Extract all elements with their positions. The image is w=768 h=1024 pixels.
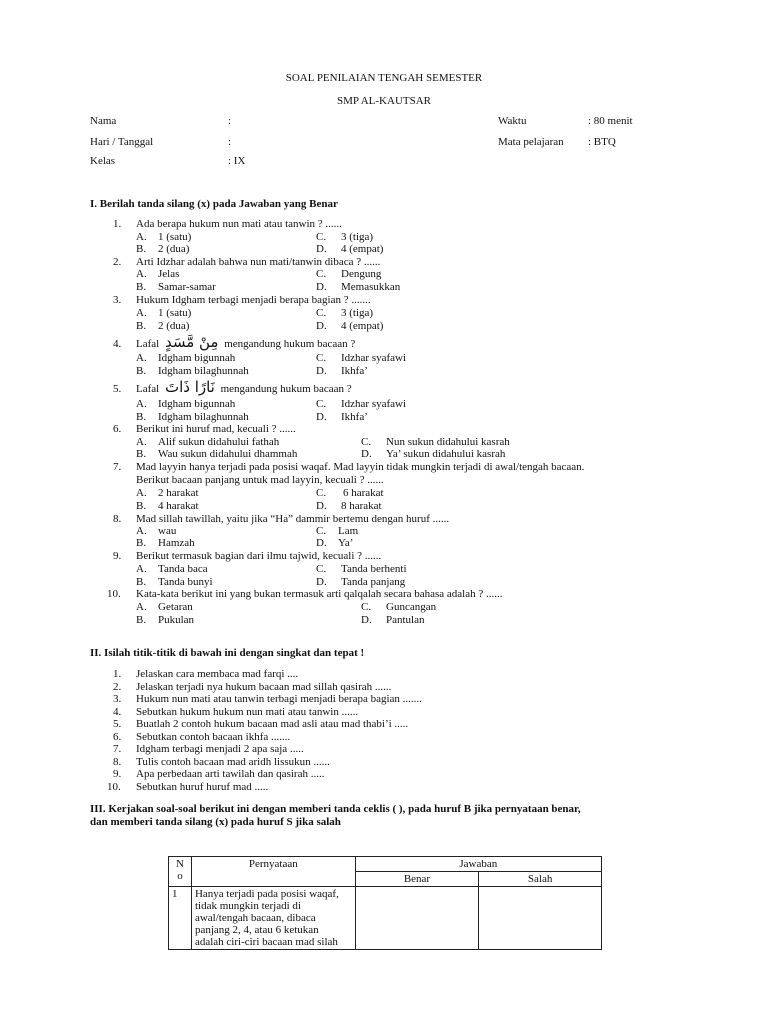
statement-line: awal/tengah bacaan, dibaca [194, 912, 316, 924]
option-letter: B. [136, 500, 147, 512]
option-letter: C. [316, 352, 327, 364]
option-text: Hamzah [158, 537, 195, 549]
option-text: Wau sukun didahului dhammah [158, 448, 298, 460]
mapel-value: : BTQ [588, 136, 616, 148]
question-text: Berikut termasuk bagian dari ilmu tajwid, kecuali ? ...... [136, 550, 382, 562]
section3-title-line1: III. Kerjakan soal-soal berikut ini dengan memberi tanda ceklis ( ), pada huruf B jika pernyataan benar, [90, 803, 581, 815]
option-text: Idzhar syafawi [341, 352, 407, 364]
question-text: Mad layyin hanya terjadi pada posisi waqaf. Mad layyin tidak mungkin terjadi di awal/tengah bacaan. [136, 461, 585, 473]
option-letter: A. [136, 525, 147, 537]
waktu-label: Waktu [498, 115, 527, 127]
essay-text: Tulis contoh bacaan mad aridh lissukun ...... [136, 756, 330, 768]
option-text: 1 (satu) [158, 307, 192, 319]
option-letter: C. [316, 231, 327, 243]
school-name: SMP AL-KAUTSAR [336, 95, 432, 107]
option-letter: D. [316, 320, 327, 332]
option-text: Idgham bigunnah [158, 352, 236, 364]
essay-number: 1. [113, 668, 122, 680]
option-letter: D. [316, 243, 327, 255]
essay-text: Jelaskan cara membaca mad farqi .... [136, 668, 299, 680]
question-prefix: Lafal [136, 383, 160, 395]
option-text: Pantulan [386, 614, 425, 626]
essay-text: Idgham terbagi menjadi 2 apa saja ..... [136, 743, 304, 755]
header-true: Benar [355, 872, 479, 887]
option-text: 3 (tiga) [341, 231, 374, 243]
option-text: 4 (empat) [341, 320, 384, 332]
kelas-label: Kelas [90, 155, 116, 167]
statement-line: panjang 2, 4, atau 6 ketukan [194, 924, 319, 936]
option-letter: C. [316, 487, 327, 499]
option-text: Guncangan [386, 601, 437, 613]
essay-text: Apa perbedaan arti tawilah dan qasirah ..... [136, 768, 325, 780]
option-text: 1 (satu) [158, 231, 192, 243]
exam-title: SOAL PENILAIAN TENGAH SEMESTER [285, 72, 483, 84]
option-text: Samar-samar [158, 281, 216, 293]
question-number: 6. [113, 423, 122, 435]
option-letter: A. [136, 601, 147, 613]
option-letter: B. [136, 281, 147, 293]
option-text: wau [158, 525, 177, 537]
option-letter: B. [136, 320, 147, 332]
question-text: Mad sillah tawillah, yaitu jika “Ha” dammir bertemu dengan huruf ...... [136, 513, 450, 525]
answer-table [168, 856, 602, 950]
table-header-row [169, 857, 602, 872]
option-text: 2 (dua) [158, 243, 190, 255]
essay-text: Sebutkan hukum hukum nun mati atau tanwin ...... [136, 706, 359, 718]
option-letter: B. [136, 576, 147, 588]
option-letter: C. [361, 601, 372, 613]
question-number: 3. [113, 294, 122, 306]
question-number: 10. [107, 588, 121, 600]
answer-false-cell[interactable] [479, 887, 602, 950]
essay-text: Buatlah 2 contoh hukum bacaan mad asli atau mad thabi’i ..... [136, 718, 409, 730]
section1-title: I. Berilah tanda silang (x) pada Jawaban yang Benar [90, 198, 338, 210]
essay-text: Sebutkan huruf huruf mad ..... [136, 781, 269, 793]
option-letter: A. [136, 563, 147, 575]
option-letter: B. [136, 365, 147, 377]
option-text: Tanda bunyi [158, 576, 213, 588]
essay-number: 7. [113, 743, 122, 755]
question-text: Berikut ini huruf mad, kecuali ? ...... [136, 423, 296, 435]
hari-label: Hari / Tanggal [90, 136, 154, 148]
option-text: Pukulan [158, 614, 195, 626]
option-letter: B. [136, 448, 147, 460]
question-number: 1. [113, 218, 122, 230]
option-text: Ikhfa’ [341, 411, 368, 423]
question-text: Arti Idzhar adalah bahwa nun mati/tanwin dibaca ? ...... [136, 256, 381, 268]
option-letter: D. [361, 448, 372, 460]
option-letter: B. [136, 411, 147, 423]
kelas-value: : IX [228, 155, 246, 167]
section2-title: II. Isilah titik-titik di bawah ini dengan singkat dan tepat ! [90, 647, 365, 659]
question-suffix: mengandung hukum bacaan ? [220, 383, 352, 395]
option-text: Getaran [158, 601, 193, 613]
option-letter: C. [361, 436, 372, 448]
question-number: 4. [113, 338, 122, 350]
option-letter: A. [136, 307, 147, 319]
question-text: Hukum Idgham terbagi menjadi berapa bagian ? ....... [136, 294, 371, 306]
option-letter: A. [136, 487, 147, 499]
option-text: Idgham bilaghunnah [158, 365, 249, 377]
option-text: Ikhfa’ [341, 365, 368, 377]
option-letter: B. [136, 243, 147, 255]
essay-number: 6. [113, 731, 122, 743]
option-text: Ya’ [338, 537, 354, 549]
option-letter: D. [316, 411, 327, 423]
header-no [169, 857, 192, 887]
question-number: 2. [113, 256, 122, 268]
question-text-line2: Berikut bacaan panjang untuk mad layyin, kecuali ? ...... [136, 474, 384, 486]
option-text: Tanda panjang [341, 576, 406, 588]
row-statement [191, 887, 355, 950]
header-no-line1: N [176, 858, 184, 870]
question-prefix: Lafal [136, 338, 160, 350]
nama-colon: : [228, 115, 232, 127]
option-letter: C. [316, 563, 327, 575]
mapel-label: Mata pelajaran [498, 136, 564, 148]
question-suffix: mengandung hukum bacaan ? [224, 338, 356, 350]
option-text: 2 (dua) [158, 320, 190, 332]
option-text: 2 harakat [158, 487, 199, 499]
essay-text: Sebutkan contoh bacaan ikhfa ....... [136, 731, 291, 743]
table-row [169, 887, 602, 950]
arabic-phrase: نَارًا ذَاتَ [164, 378, 215, 396]
option-text: Idzhar syafawi [341, 398, 407, 410]
question-text: Kata-kata berikut ini yang bukan termasuk arti qalqalah secara bahasa adalah ? ...... [136, 588, 503, 600]
question-text: Ada berapa hukum nun mati atau tanwin ? ...... [136, 218, 342, 230]
option-text: Alif sukun didahului fathah [158, 436, 280, 448]
question-text [136, 376, 352, 400]
option-letter: D. [316, 576, 327, 588]
option-letter: D. [361, 614, 372, 626]
statement-line: adalah ciri-ciri bacaan mad silah [194, 936, 338, 948]
option-letter: D. [316, 365, 327, 377]
option-letter: A. [136, 231, 147, 243]
waktu-value: : 80 menit [588, 115, 633, 127]
option-text: Idgham bigunnah [158, 398, 236, 410]
option-text: Tanda berhenti [341, 563, 407, 575]
answer-true-cell[interactable] [355, 887, 479, 950]
option-text: Lam [338, 525, 359, 537]
header-false: Salah [479, 872, 602, 887]
statement-line: tidak mungkin terjadi di [194, 900, 301, 912]
arabic-phrase: مِنْ مَّسَدٍ [164, 333, 219, 351]
essay-number: 4. [113, 706, 122, 718]
option-text: 4 harakat [158, 500, 199, 512]
section3-title-line2: dan memberi tanda silang (x) pada huruf S jika salah [90, 816, 341, 828]
essay-number: 9. [113, 768, 122, 780]
option-text: 3 (tiga) [341, 307, 374, 319]
option-text: Idgham bilaghunnah [158, 411, 249, 423]
option-letter: C. [316, 525, 327, 537]
essay-text: Jelaskan terjadi nya hukum bacaan mad sillah qasirah ...... [136, 681, 392, 693]
essay-text: Hukum nun mati atau tanwin terbagi menjadi berapa bagian ....... [136, 693, 422, 705]
option-text: 4 (empat) [341, 243, 384, 255]
option-text: 8 harakat [341, 500, 382, 512]
option-letter: C. [316, 307, 327, 319]
row-number: 1 [169, 887, 192, 950]
essay-number: 10. [107, 781, 121, 793]
option-text: Ya’ sukun didahului kasrah [386, 448, 506, 460]
option-letter: A. [136, 436, 147, 448]
option-text: Jelas [158, 268, 180, 280]
option-letter: D. [316, 281, 327, 293]
header-statement: Pernyataan [191, 857, 355, 887]
option-letter: B. [136, 537, 147, 549]
option-letter: C. [316, 268, 327, 280]
option-letter: D. [316, 537, 327, 549]
hari-colon: : [228, 136, 232, 148]
option-text: Tanda baca [158, 563, 208, 575]
essay-number: 5. [113, 718, 122, 730]
question-number: 5. [113, 383, 122, 395]
question-number: 9. [113, 550, 122, 562]
option-text: 6 harakat [343, 487, 384, 499]
option-letter: D. [316, 500, 327, 512]
option-letter: A. [136, 352, 147, 364]
header-answer: Jawaban [355, 857, 601, 872]
option-text: Nun sukun didahului kasrah [386, 436, 510, 448]
essay-number: 8. [113, 756, 122, 768]
question-number: 8. [113, 513, 122, 525]
option-letter: B. [136, 614, 147, 626]
question-number: 7. [113, 461, 122, 473]
essay-number: 2. [113, 681, 122, 693]
option-letter: C. [316, 398, 327, 410]
option-letter: A. [136, 268, 147, 280]
statement-line: Hanya terjadi pada posisi waqaf, [194, 888, 339, 900]
essay-number: 3. [113, 693, 122, 705]
nama-label: Nama [90, 115, 117, 127]
option-text: Dengung [341, 268, 382, 280]
option-text: Memasukkan [341, 281, 401, 293]
header-no-line2: o [177, 870, 183, 882]
option-letter: A. [136, 398, 147, 410]
